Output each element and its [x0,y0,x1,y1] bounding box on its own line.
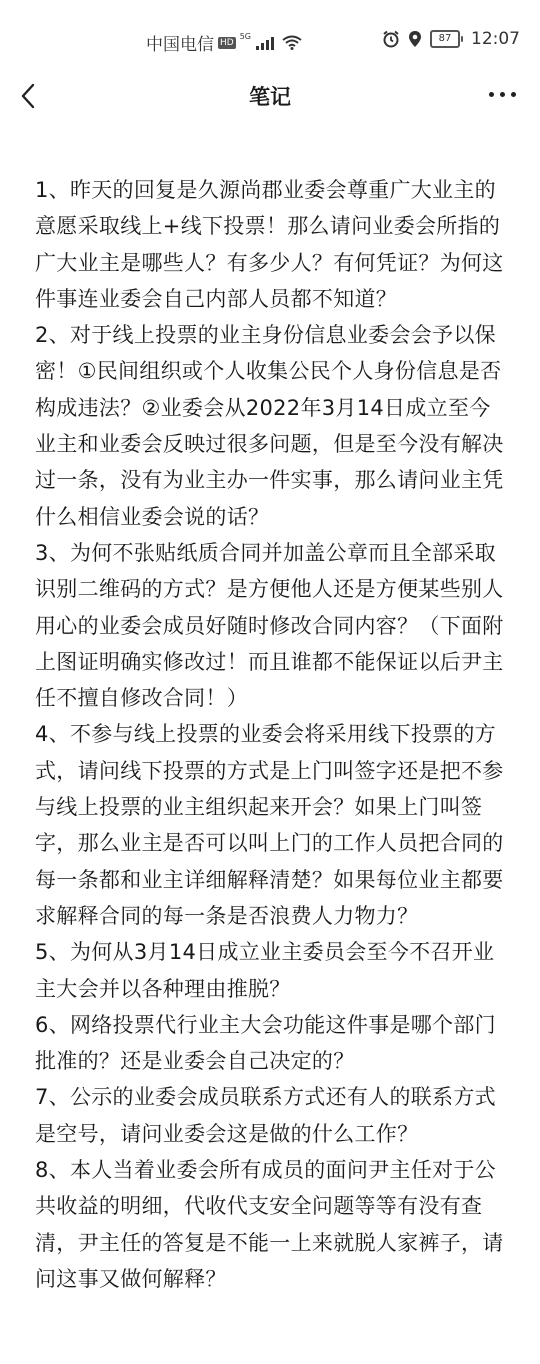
note-paragraph: 4、不参与线上投票的业委会将采用线下投票的方式，请问线下投票的方式是上门叫签字还是把不参与线上投票的业主组织起来开会？如果上门叫签字，那么业主是否可以叫上门的工作人员把合同的每一条都和业主详细解释清楚？如果每位业主都要求解释合同的每一条是否浪费人力物力？ [35,722,504,928]
clock: 12:07 [471,29,520,49]
carrier-info [146,30,302,55]
page-title: 笔记 [249,85,291,109]
status-right [382,29,520,49]
note-paragraph: 6、网络投票代行业主大会功能这件事是哪个部门批准的？还是业委会自己决定的？ [35,1012,496,1074]
note-paragraph: 5、为何从3月14日成立业主委员会至今不召开业主大会并以各种理由推脱？ [35,940,495,1001]
battery-level: 87 [430,30,460,48]
carrier-name: 中国电信 [146,35,214,55]
status-bar [0,0,540,80]
network-type: 5G [239,32,251,41]
note-paragraph: 3、为何不张贴纸质合同并加盖公章而且全部采取识别二维码的方式？是方便他人还是方便某些别人用心的业委会成员好随时修改合同内容？（下面附上图证明确实修改过！而且谁都不能保证以后尹主任不擅自修改合同！） [35,540,504,711]
note-paragraph: 7、公示的业委会成员联系方式还有人的联系方式是空号，请问业委会这是做的什么工作？ [35,1085,496,1146]
wifi-icon [282,35,302,50]
note-paragraph: 8、本人当着业委会所有成员的面问尹主任对于公共收益的明细，代收代支安全问题等等有没有查清，尹主任的答复是不能一上来就脱人家裤子，请问这事又做何解释？ [35,1158,504,1291]
battery-icon [430,30,463,48]
signal-icon [256,36,274,50]
nav-bar [0,70,540,124]
more-options-icon[interactable] [489,92,516,97]
alarm-icon [382,30,400,48]
hd-badge: HD [220,37,234,48]
note-paragraph: 2、对于线上投票的业主身份信息业委会会予以保密！①民间组织或个人收集公民个人身份信息是否构成违法？②业委会从2022年3月14日成立至今业主和业委会反映过很多问题，但是至今没有解决过一条，没有为业主办一件实事，那么请问业主凭什么相信业委会说的话？ [35,323,504,529]
location-icon [408,30,422,48]
note-paragraph: 1、昨天的回复是久源尚郡业委会尊重广大业主的意愿采取线上+线下投票！那么请问业委会所指的广大业主是哪些人？有多少人？有何凭证？为何这件事连业委会自己内部人员都不知道？ [35,178,504,311]
note-content [35,172,510,1297]
